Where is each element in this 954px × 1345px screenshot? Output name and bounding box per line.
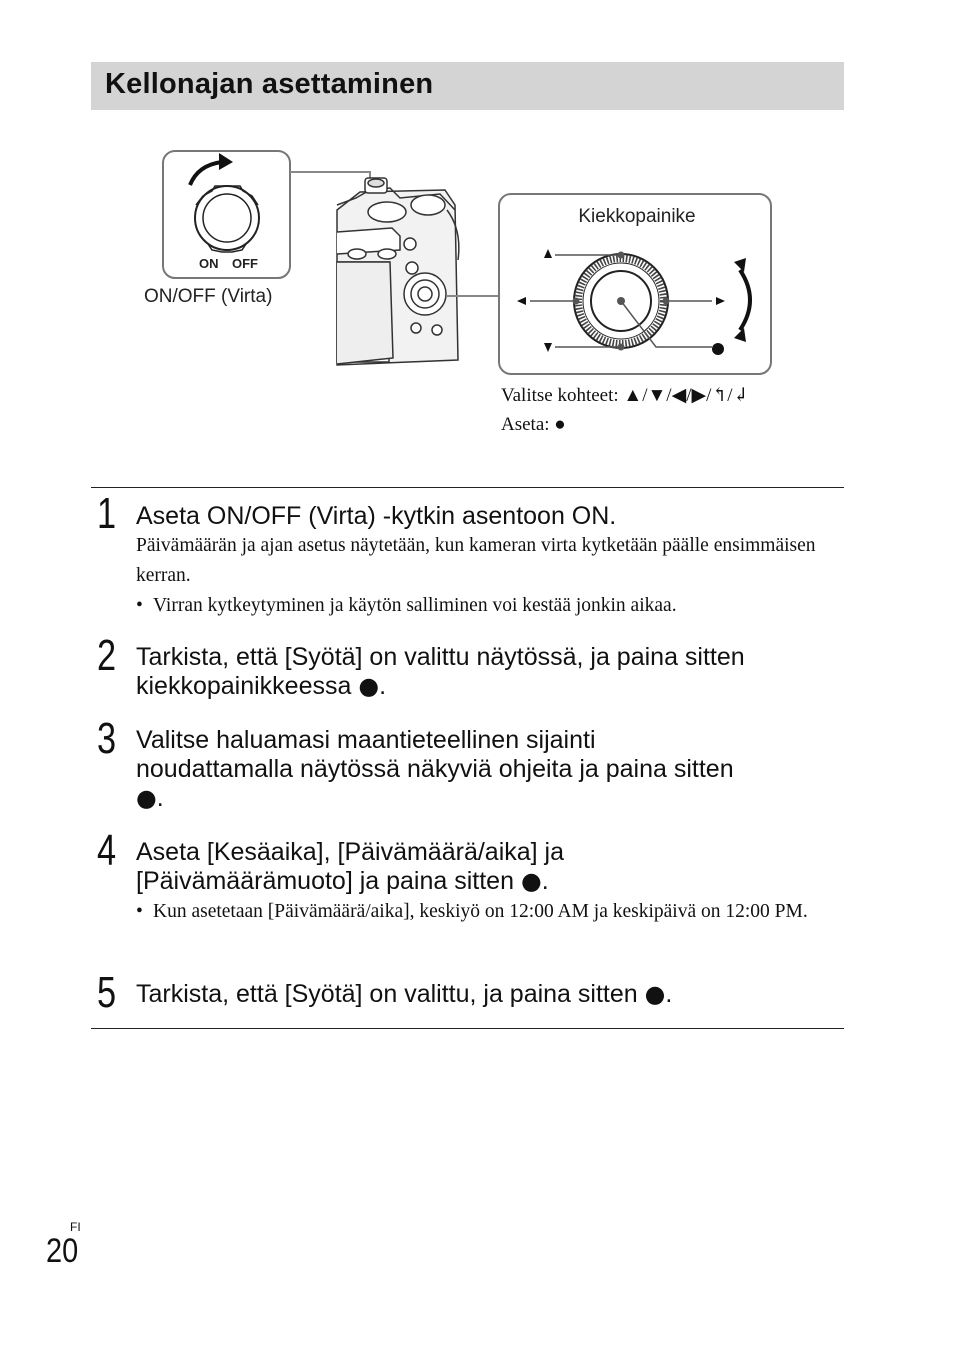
power-switch-caption: ON/OFF (Virta) [144, 286, 273, 307]
switch-leader-line [290, 172, 370, 186]
language-code: FI [70, 1220, 81, 1234]
step-title [136, 643, 844, 701]
control-wheel-label: Kiekkopainike [578, 206, 696, 227]
step-5 [91, 968, 844, 1017]
step-1 [91, 489, 844, 622]
step-title-text: kiekkopainikkeessa [136, 672, 352, 700]
center-button-symbol: ● [136, 784, 157, 812]
step-title-line: ●. [136, 784, 164, 812]
step-title-text: [Päivämäärämuoto] ja paina sitten [136, 867, 514, 895]
step-title-line: kiekkopainikkeessa ●. [136, 672, 387, 700]
step-3 [91, 714, 844, 817]
step-number: 1 [97, 489, 117, 538]
step-title: Tarkista, että [Syötä] on valittu, ja paina sitten ●. [136, 980, 673, 1008]
switch-on-text: ON [199, 256, 219, 271]
step-title-line: noudattamalla näytössä näkyviä ohjeita ja paina sitten [136, 755, 734, 783]
step-number: 4 [97, 826, 117, 875]
page-number: 20 [46, 1232, 79, 1270]
steps-top-divider [91, 487, 844, 488]
center-button-symbol: ● [358, 672, 380, 700]
step-description: Päivämäärän ja ajan asetus näytetään, kun kameran virta kytketään päälle ensimmäisen kerran. [136, 535, 816, 586]
step-number: 2 [97, 631, 117, 680]
power-switch-icon [195, 186, 259, 252]
step-number: 5 [97, 968, 117, 1017]
step-title [136, 726, 844, 813]
step-number: 3 [97, 714, 117, 763]
center-button-icon [712, 343, 724, 355]
set-caption: Aseta: ● [501, 414, 566, 435]
section-title: Kellonajan asettaminen [105, 68, 434, 100]
camera-body [337, 178, 459, 365]
step-title-line: Valitse haluamasi maantieteellinen sijainti [136, 726, 596, 754]
step-title-text: Tarkista, että [Syötä] on valittu, ja paina sitten [136, 980, 638, 1008]
switch-off-text: OFF [232, 256, 258, 271]
step-4 [91, 826, 844, 959]
step-note: • Virran kytkeytyminen ja käytön salliminen voi kestää jonkin aikaa. [136, 591, 861, 621]
camera-diagram [0, 0, 954, 460]
step-2 [91, 631, 844, 704]
center-button-symbol: ● [644, 980, 666, 1008]
step-title: Aseta ON/OFF (Virta) -kytkin asentoon ON. [136, 502, 617, 530]
step-title-line: [Päivämäärämuoto] ja paina sitten ●. [136, 867, 549, 895]
center-button-symbol: ● [520, 867, 542, 895]
step-title [136, 838, 844, 896]
step-title-line: Aseta [Kesäaika], [Päivämäärä/aika] ja [136, 838, 565, 866]
step-title-line: Tarkista, että [Syötä] on valittu näytössä, ja paina sitten [136, 643, 745, 671]
step-note: • Kun asetetaan [Päivämäärä/aika], keskiyö on 12:00 AM ja keskipäivä on 12:00 PM. [136, 897, 861, 927]
select-items-caption: Valitse kohteet: ▲/▼/◀/▶/↰/↲ [501, 385, 749, 406]
camera-illustration [0, 0, 954, 460]
steps-bottom-divider [91, 1028, 844, 1029]
